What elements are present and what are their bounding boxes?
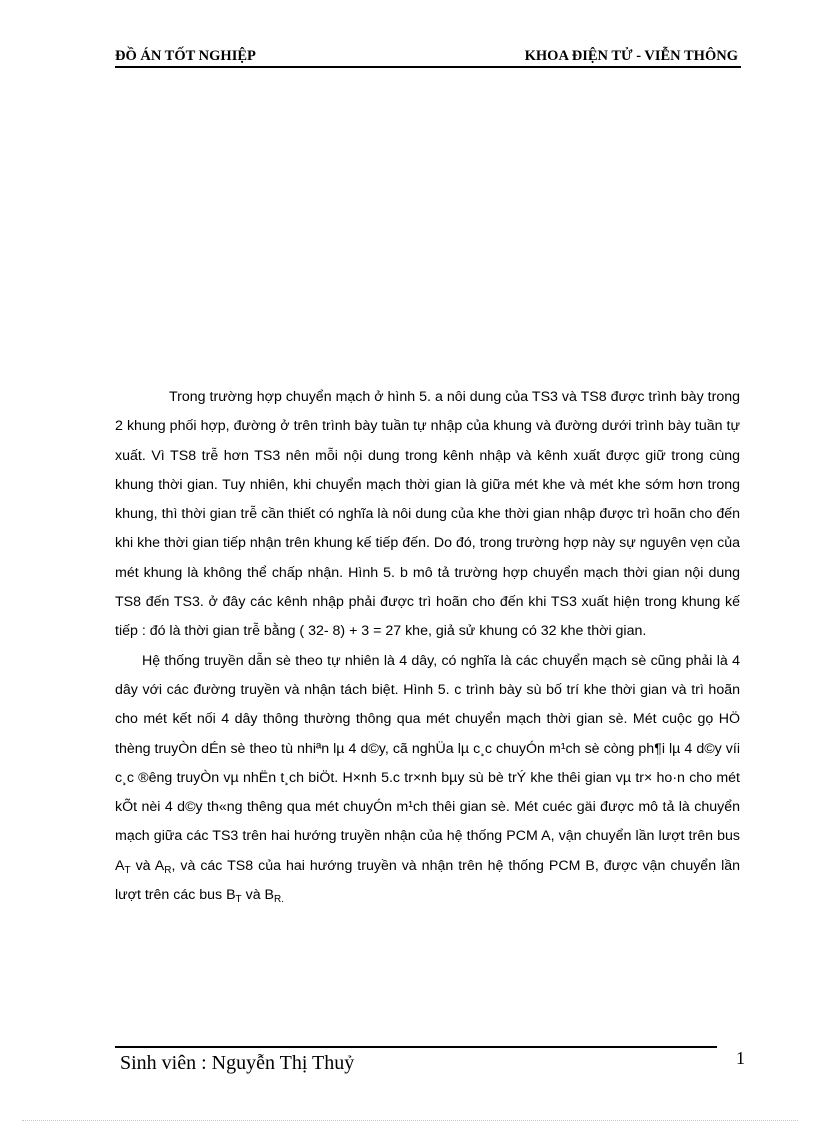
paragraph-1: Trong trường hợp chuyển mạch ở hình 5. a nôi dung của TS3 và TS8 được trình bày trong 2 khung phối hợp, đường ở trên trình bày tuần tự nhập của khung và đường dưới trình bày tuần tự xuất. Vì TS8 trễ hơn TS3 nên mỗi nội dung trong kênh nhập và kênh xuất được giữ trong cùng khung thời gian. Tuy nhiên, khi chuyển mạch thời gian là giữa mét khe và mét khe sớm hơn trong khung, thì thời gian trễ cần thiết có nghĩa là nôi dung của khe thời gian nhập được trì hoãn cho đến khi khe thời gian tiếp nhận trên khung kế tiếp đến. Do đó, trong trường hợp này sự nguyên vẹn của mét khung là không thể chấp nhận. Hình 5. b mô tả trường hợp chuyển mạch thời gian nội dung TS8 đến TS3. ở đây các kênh nhập phải được trì hoãn cho đến khi TS3 xuất hiện trong khung kế tiếp : đó là thời gian trễ bằng ( 32- 8) + 3 = 27 khe, giả sử khung có 32 khe thời gian.	[115, 389, 740, 640]
header-faculty: KHOA ĐIỆN TỬ - VIỄN THÔNG	[524, 48, 738, 64]
paragraph-2-mid: , và các TS8 của hai hướng truyền và nhận trên hệ thống PCM B, được vận chuyển lần lượt trên các bus	[115, 857, 740, 904]
bus-b-t: $B_T$	[226, 887, 242, 906]
bus-a-t: $A_T$	[115, 857, 131, 876]
header-project-title: ĐỒ ÁN TỐT NGHIỆP	[115, 48, 256, 64]
page-header	[115, 46, 741, 68]
page-bottom-edge	[22, 1120, 798, 1121]
conjunction: và	[135, 857, 151, 874]
page-number: 1	[736, 1048, 745, 1068]
footer-divider	[115, 1046, 717, 1048]
bus-a-r: $A_R$	[154, 857, 172, 876]
footer-author: Sinh viên : Nguyễn Thị Thuỷ	[120, 1052, 355, 1074]
document-body	[115, 383, 740, 910]
bus-b-r: $B_{R.}$	[264, 887, 285, 906]
conjunction: và	[245, 887, 261, 904]
paragraph-2	[115, 647, 740, 911]
paragraph-2-text: Hệ thống truyền dẫn sè theo tự nhiên là 4 dây, có nghĩa là các chuyển mạch sè cũng phải là 4 dây với các đường truyền và nhận tách biệt. Hình 5. c trình bày sù bố trí khe thời gian và trì hoãn cho mét kết nối 4 dây thông thường thông qua mét chuyển mạch thời gian sè. Mét cuộc gọ HÖ thèng truyÒn dÉn sè theo tù nhiªn lµ 4 d©y, cã nghÜa lµ c¸c chuyÓn m¹ch sè còng ph¶i lµ 4 d©y víi c¸c ®êng truyÒn vµ nhËn t¸ch biÖt. H×nh 5.c tr×nh bµy sù bè trÝ khe thêi gian vµ tr× ho·n cho mét kÕt nèi 4 d©y th«ng thêng qua mét chuyÓn m¹ch thêi gian sè. Mét cuéc gäi được mô tả là chuyển mạch giữa các TS3 trên hai hướng truyền nhận của hệ thống PCM A, vận chuyển lần lượt trên bus	[115, 652, 740, 845]
